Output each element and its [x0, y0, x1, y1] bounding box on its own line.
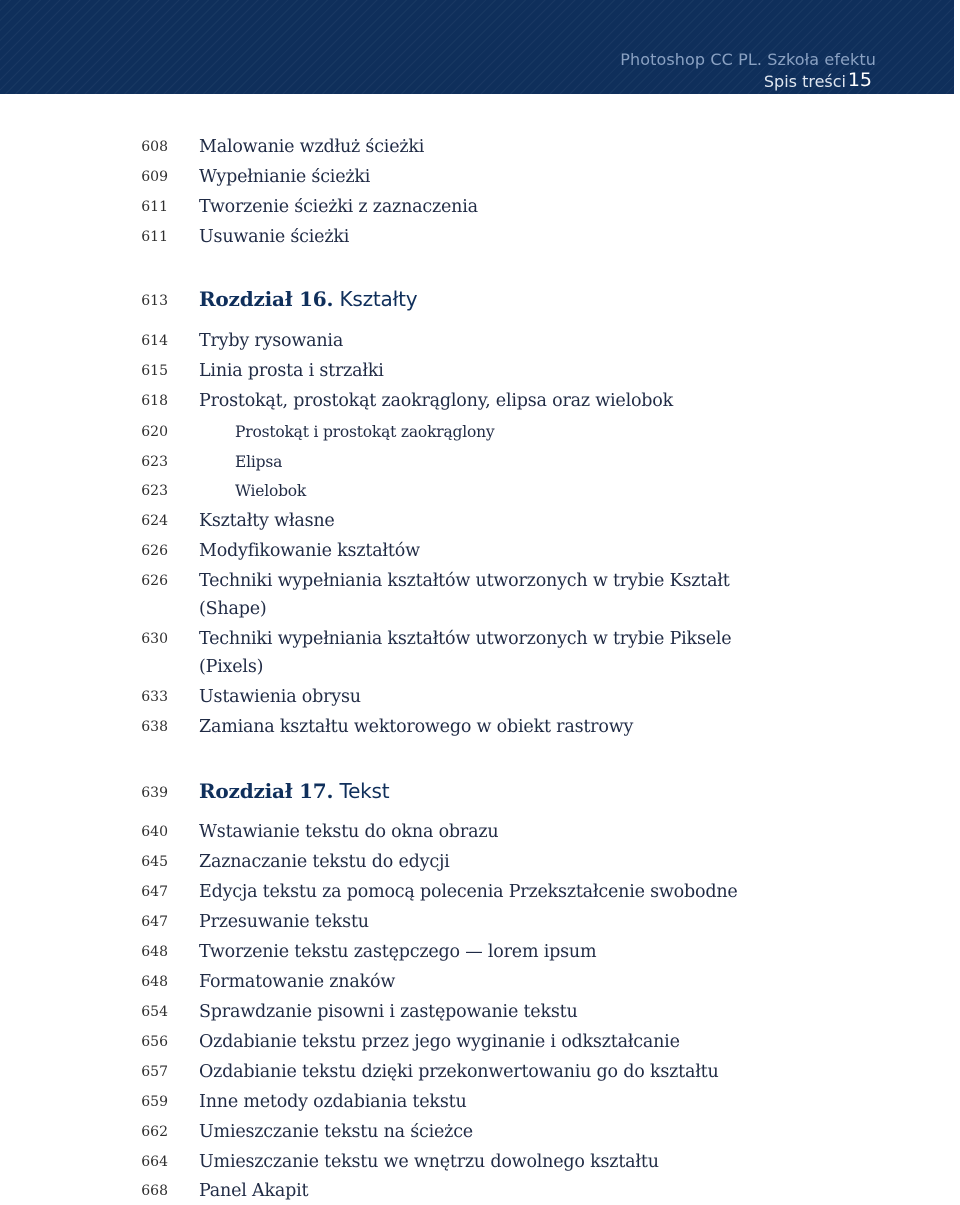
toc-title: Przesuwanie tekstu — [199, 912, 369, 932]
toc-title: Usuwanie ścieżki — [199, 227, 350, 247]
toc-page: 613 — [141, 293, 168, 309]
toc-page: 648 — [141, 944, 168, 960]
section-title: Spis treści — [763, 72, 846, 91]
toc-title: Tryby rysowania — [199, 331, 344, 351]
toc-title: Wstawianie tekstu do okna obrazu — [199, 822, 499, 842]
toc-page: 659 — [141, 1094, 168, 1110]
toc-page: 645 — [141, 854, 168, 870]
toc-page: 648 — [141, 974, 168, 990]
toc-title: Malowanie wzdłuż ścieżki — [199, 137, 425, 157]
toc-page: 623 — [141, 454, 168, 470]
toc-title: Ozdabianie tekstu dzięki przekonwertowaniu go do kształtu — [199, 1062, 719, 1082]
toc-page: 647 — [141, 914, 168, 930]
toc-title: Prostokąt, prostokąt zaokrąglony, elipsa oraz wielobok — [199, 391, 674, 411]
chapter-title — [199, 285, 799, 313]
chapter-name: Tekst — [339, 779, 390, 803]
toc-page: 633 — [141, 689, 168, 705]
toc-title: Techniki wypełniania kształtów utworzonych w trybie Kształt (Shape) — [199, 571, 730, 619]
toc-page: 624 — [141, 513, 168, 529]
toc-title: Panel Akapit — [199, 1181, 309, 1201]
toc-title: Formatowanie znaków — [199, 972, 396, 992]
toc-page: 668 — [141, 1183, 168, 1199]
toc-title: Wielobok — [235, 482, 307, 500]
toc-page: 657 — [141, 1064, 168, 1080]
toc-page: 626 — [141, 573, 168, 589]
toc-page: 662 — [141, 1124, 168, 1140]
book-title: Photoshop CC PL. Szkoła efektu — [620, 50, 876, 69]
toc-title: Wypełnianie ścieżki — [199, 167, 371, 187]
toc-title: Ustawienia obrysu — [199, 687, 361, 707]
toc-page: 664 — [141, 1154, 168, 1170]
toc-title: Umieszczanie tekstu na ścieżce — [199, 1122, 473, 1142]
toc-page: 638 — [141, 719, 168, 735]
toc-title: Techniki wypełniania kształtów utworzonych w trybie Piksele (Pixels) — [199, 629, 732, 677]
page-header — [0, 0, 954, 94]
toc-title: Prostokąt i prostokąt zaokrąglony — [235, 423, 495, 441]
toc-title: Inne metody ozdabiania tekstu — [199, 1092, 467, 1112]
toc-page: 623 — [141, 483, 168, 499]
toc-title: Tworzenie tekstu zastępczego — lorem ipsum — [199, 942, 597, 962]
chapter-label: Rozdział 16. — [199, 287, 334, 311]
toc-title: Zaznaczanie tekstu do edycji — [199, 852, 450, 872]
toc-page: 611 — [141, 199, 168, 215]
toc-page: 609 — [141, 169, 168, 185]
toc-title: Umieszczanie tekstu we wnętrzu dowolnego kształtu — [199, 1152, 659, 1172]
toc-page: 620 — [141, 424, 168, 440]
toc-page: 640 — [141, 824, 168, 840]
toc-title: Ozdabianie tekstu przez jego wyginanie i odkształcanie — [199, 1032, 680, 1052]
toc-title: Linia prosta i strzałki — [199, 361, 384, 381]
toc-page: 630 — [141, 631, 168, 647]
toc-title: Modyfikowanie kształtów — [199, 541, 420, 561]
toc-page: 608 — [141, 139, 168, 155]
toc-title: Edycja tekstu za pomocą polecenia Przekształcenie swobodne — [199, 882, 738, 902]
toc-page: 615 — [141, 363, 168, 379]
chapter-title — [199, 777, 799, 805]
toc-page: 639 — [141, 785, 168, 801]
toc-page: 611 — [141, 229, 168, 245]
toc-page: 614 — [141, 333, 168, 349]
toc-title: Elipsa — [235, 453, 283, 471]
toc-page: 626 — [141, 543, 168, 559]
toc-page: 618 — [141, 393, 168, 409]
page-number: 15 — [847, 69, 872, 91]
toc-title: Tworzenie ścieżki z zaznaczenia — [199, 197, 478, 217]
chapter-label: Rozdział 17. — [199, 779, 334, 803]
chapter-name: Kształty — [339, 287, 418, 311]
toc-page: 656 — [141, 1034, 168, 1050]
toc-title: Zamiana kształtu wektorowego w obiekt rastrowy — [199, 717, 634, 737]
toc-title: Kształty własne — [199, 511, 335, 531]
toc-title: Sprawdzanie pisowni i zastępowanie tekstu — [199, 1002, 578, 1022]
toc-page: 647 — [141, 884, 168, 900]
toc-page: 654 — [141, 1004, 168, 1020]
